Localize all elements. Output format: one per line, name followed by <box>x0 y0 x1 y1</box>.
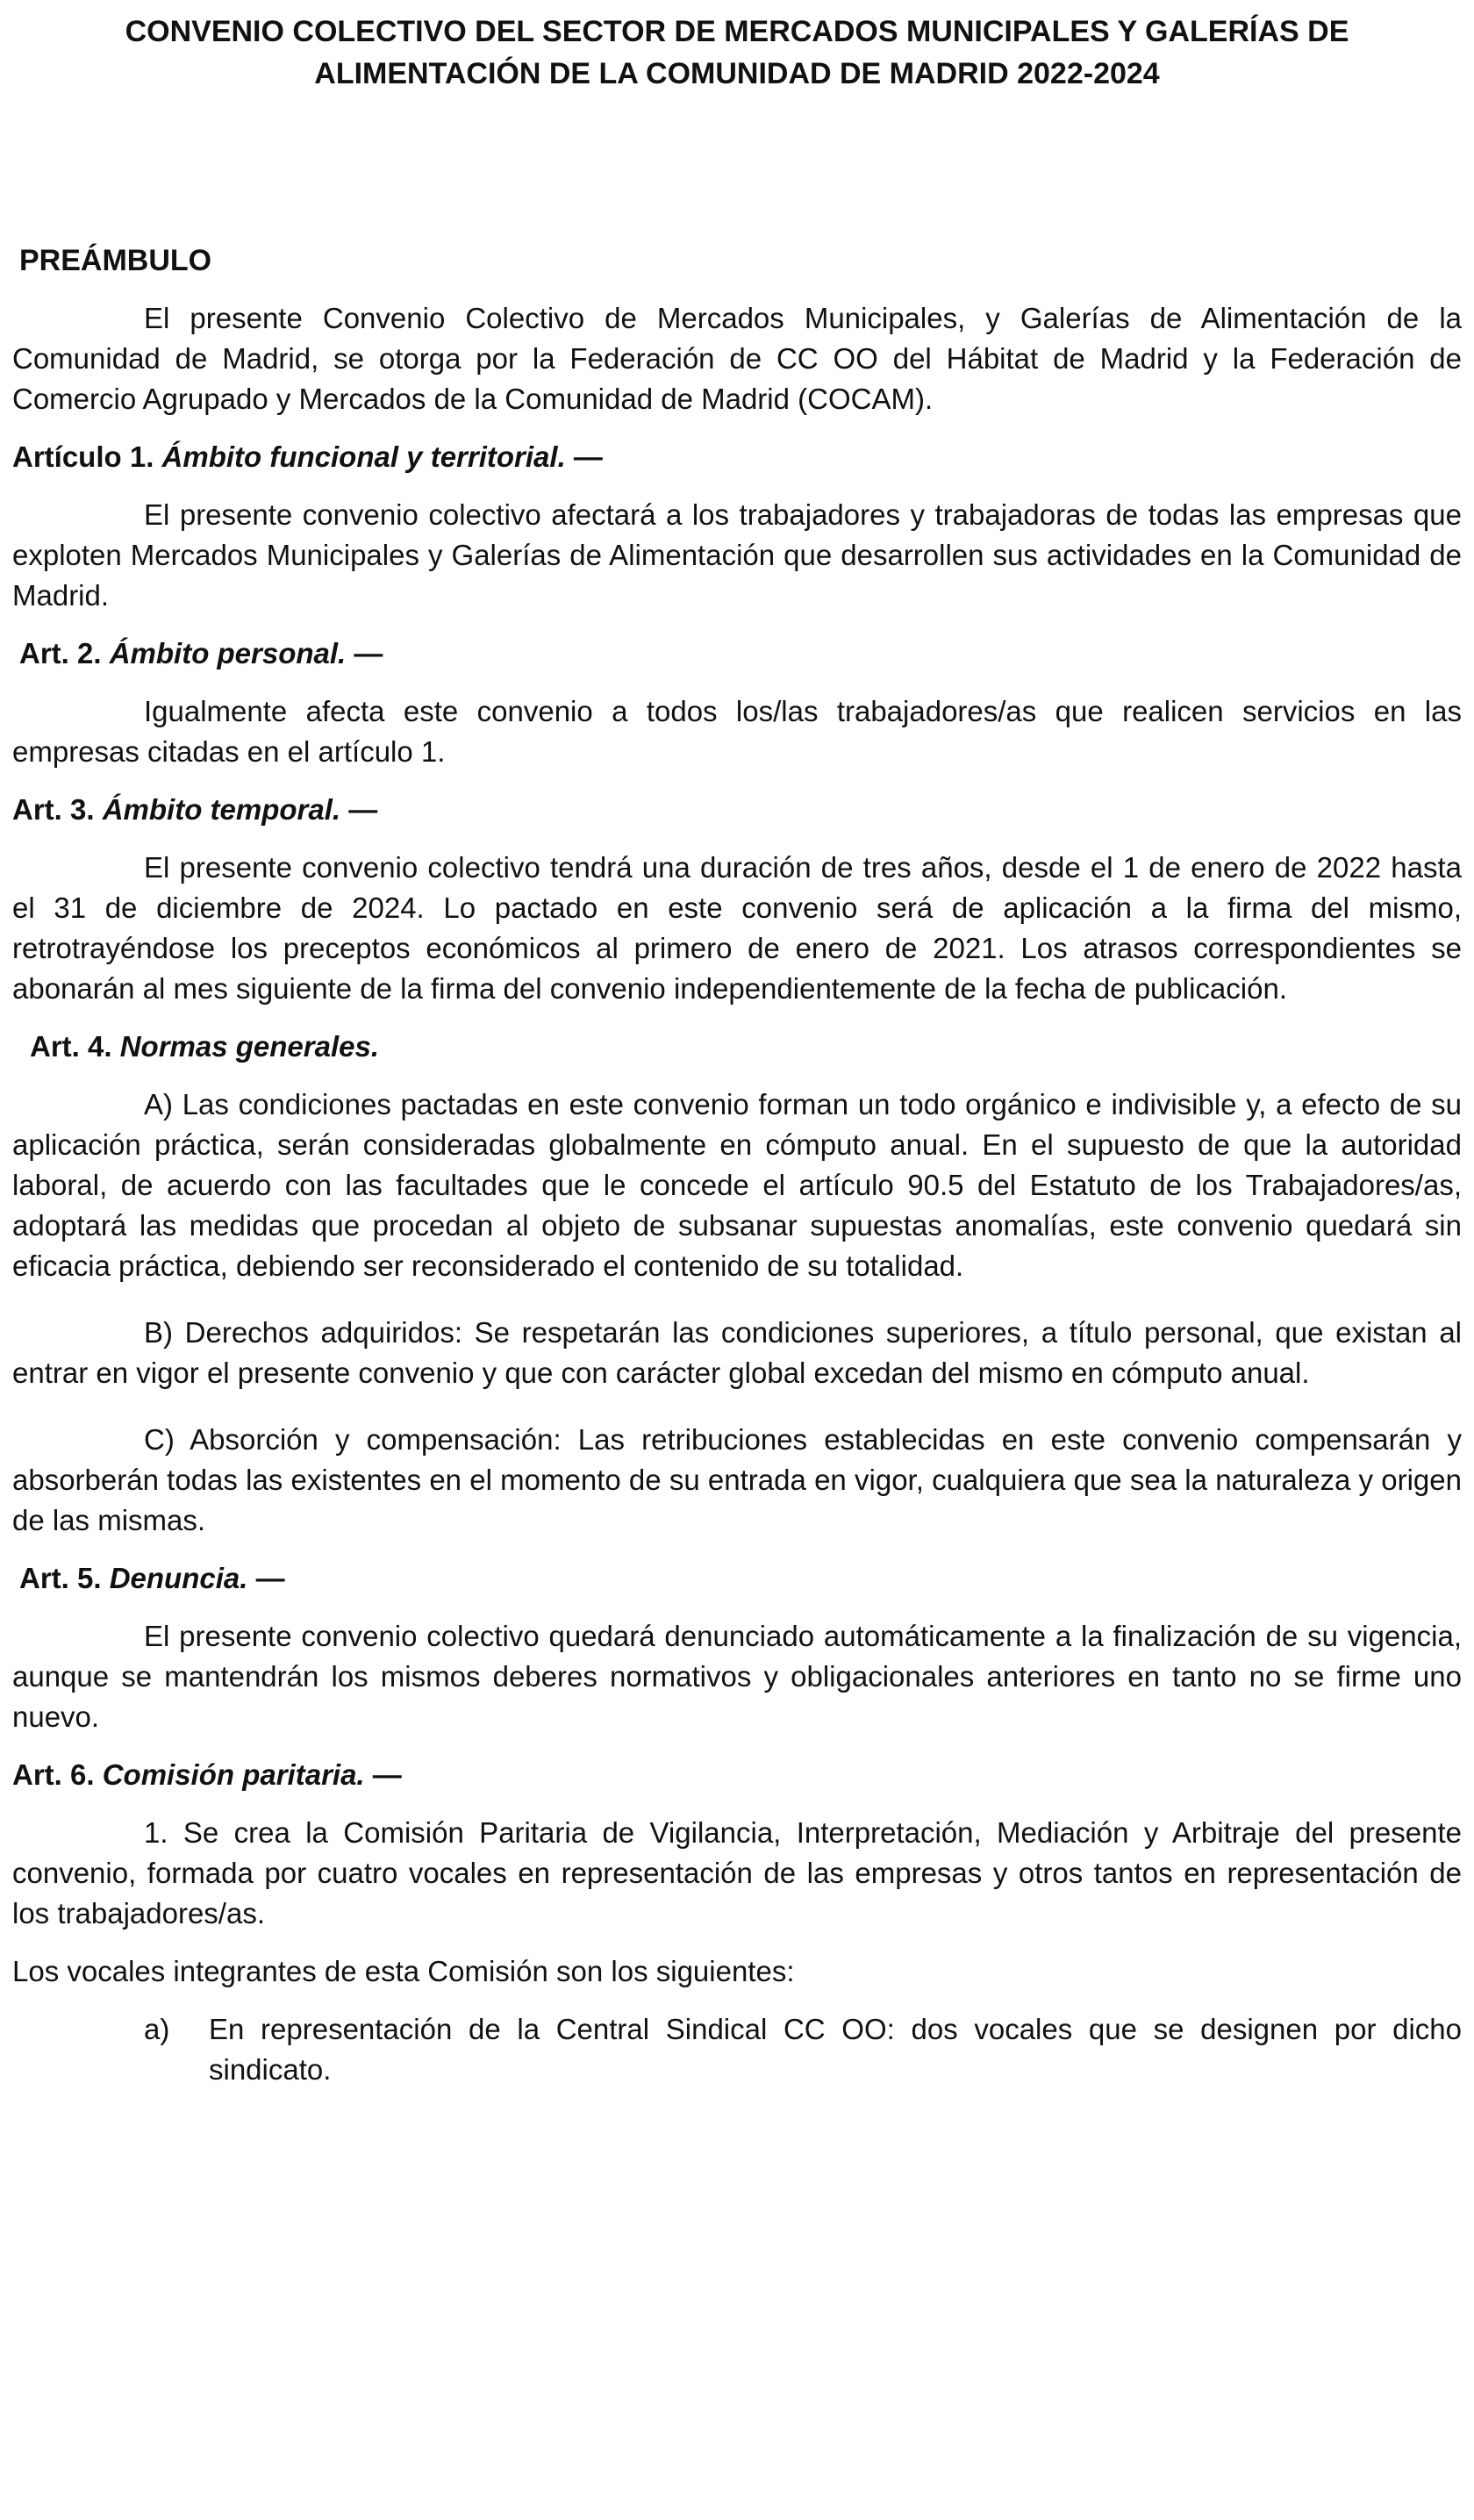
article-4-label: Art. 4. <box>30 1030 112 1063</box>
article-1-paragraph: El presente convenio colectivo afectará a los trabajadores y trabajadoras de todas las empresas que exploten Mercados Municipales y Galerías de Alimentación que desarrollen sus actividades en la Comunidad de Madrid. <box>12 498 1462 612</box>
article-2-heading <box>12 634 1462 674</box>
article-6-paragraph-1: 1. Se crea la Comisión Paritaria de Vigilancia, Interpretación, Mediación y Arbitraje del presente convenio, formada por cuatro vocales en representación de las empresas y otros tantos en representación de los trabajadores/as. <box>12 1816 1462 1929</box>
article-1-dash: — <box>565 440 603 473</box>
article-6-list-item-a <box>12 2009 1462 2090</box>
article-5-dash: — <box>247 1562 285 1594</box>
preamble-heading: PREÁMBULO <box>19 244 212 277</box>
article-3-heading <box>12 790 1462 830</box>
article-1-heading <box>12 437 1462 477</box>
article-6-title: Comisión paritaria. <box>102 1758 365 1791</box>
article-5-paragraph: El presente convenio colectivo quedará denunciado automáticamente a la finalización de su vigencia, aunque se mantendrán los mismos deberes normativos y obligacionales anteriores en tanto no se firme uno nuevo. <box>12 1620 1462 1733</box>
article-2-label: Art. 2. <box>19 637 102 669</box>
document-title-line-1: CONVENIO COLECTIVO DEL SECTOR DE MERCADOS MUNICIPALES Y GALERÍAS DE <box>125 15 1349 48</box>
article-3-paragraph: El presente convenio colectivo tendrá una duración de tres años, desde el 1 de enero de 2022 hasta el 31 de diciembre de 2024. Lo pactado en este convenio será de aplicación a la firma del mismo, retrotrayéndose los preceptos económicos al primero de enero de 2021. Los atrasos correspondientes se abonarán al mes siguiente de la firma del convenio independientemente de la fecha de publicación. <box>12 851 1462 1005</box>
document-title-line-2: ALIMENTACIÓN DE LA COMUNIDAD DE MADRID 2022-2024 <box>314 57 1160 90</box>
article-5-title: Denuncia. <box>109 1562 248 1594</box>
article-4-paragraph-b: B) Derechos adquiridos: Se respetarán las condiciones superiores, a título personal, que existan al entrar en vigor el presente convenio y que con carácter global excedan del mismo en cómputo anual. <box>12 1316 1462 1389</box>
article-2-title: Ámbito personal. <box>109 637 347 669</box>
article-5-label: Art. 5. <box>19 1562 102 1594</box>
article-3-title: Ámbito temporal. <box>102 793 341 826</box>
article-4-paragraph-c: C) Absorción y compensación: Las retribuciones establecidas en este convenio compensarán y absorberán todas las existentes en el momento de su entrada en vigor, cualquiera que sea la naturaleza y origen de las mismas. <box>12 1423 1462 1536</box>
article-6-heading <box>12 1755 1462 1795</box>
article-3-label: Art. 3. <box>12 793 95 826</box>
list-item-text: En representación de la Central Sindical CC OO: dos vocales que se designen por dicho sindicato. <box>209 2013 1462 2086</box>
article-2-paragraph: Igualmente afecta este convenio a todos los/las trabajadores/as que realicen servicios en las empresas citadas en el artículo 1. <box>12 695 1462 768</box>
article-4-paragraph-a: A) Las condiciones pactadas en este convenio forman un todo orgánico e indivisible y, a efecto de su aplicación práctica, serán consideradas globalmente en cómputo anual. En el supuesto de que la autoridad laboral, de acuerdo con las facultades que le concede el artículo 90.5 del Estatuto de los Trabajadores/as, adoptará las medidas que procedan al objeto de subsanar supuestas anomalías, este convenio quedará sin eficacia práctica, debiendo ser reconsiderado el contenido de su totalidad. <box>12 1088 1462 1282</box>
article-6-label: Art. 6. <box>12 1758 95 1791</box>
article-1-label: Artículo 1. <box>12 440 154 473</box>
document-title <box>12 11 1462 95</box>
article-4-title: Normas generales. <box>119 1030 380 1063</box>
article-3-dash: — <box>340 793 378 826</box>
article-1-title: Ámbito funcional y territorial. <box>161 440 566 473</box>
article-4-heading <box>12 1027 1462 1067</box>
preamble-paragraph: El presente Convenio Colectivo de Mercados Municipales, y Galerías de Alimentación de la Comunidad de Madrid, se otorga por la Federación de CC OO del Hábitat de Madrid y la Federación de Comercio Agrupado y Mercados de la Comunidad de Madrid (COCAM). <box>12 302 1462 415</box>
article-5-heading <box>12 1558 1462 1599</box>
article-6-vocales-intro: Los vocales integrantes de esta Comisión son los siguientes: <box>12 1955 795 1987</box>
article-6-dash: — <box>364 1758 402 1791</box>
list-marker: a) <box>144 2013 170 2045</box>
article-2-dash: — <box>346 637 383 669</box>
